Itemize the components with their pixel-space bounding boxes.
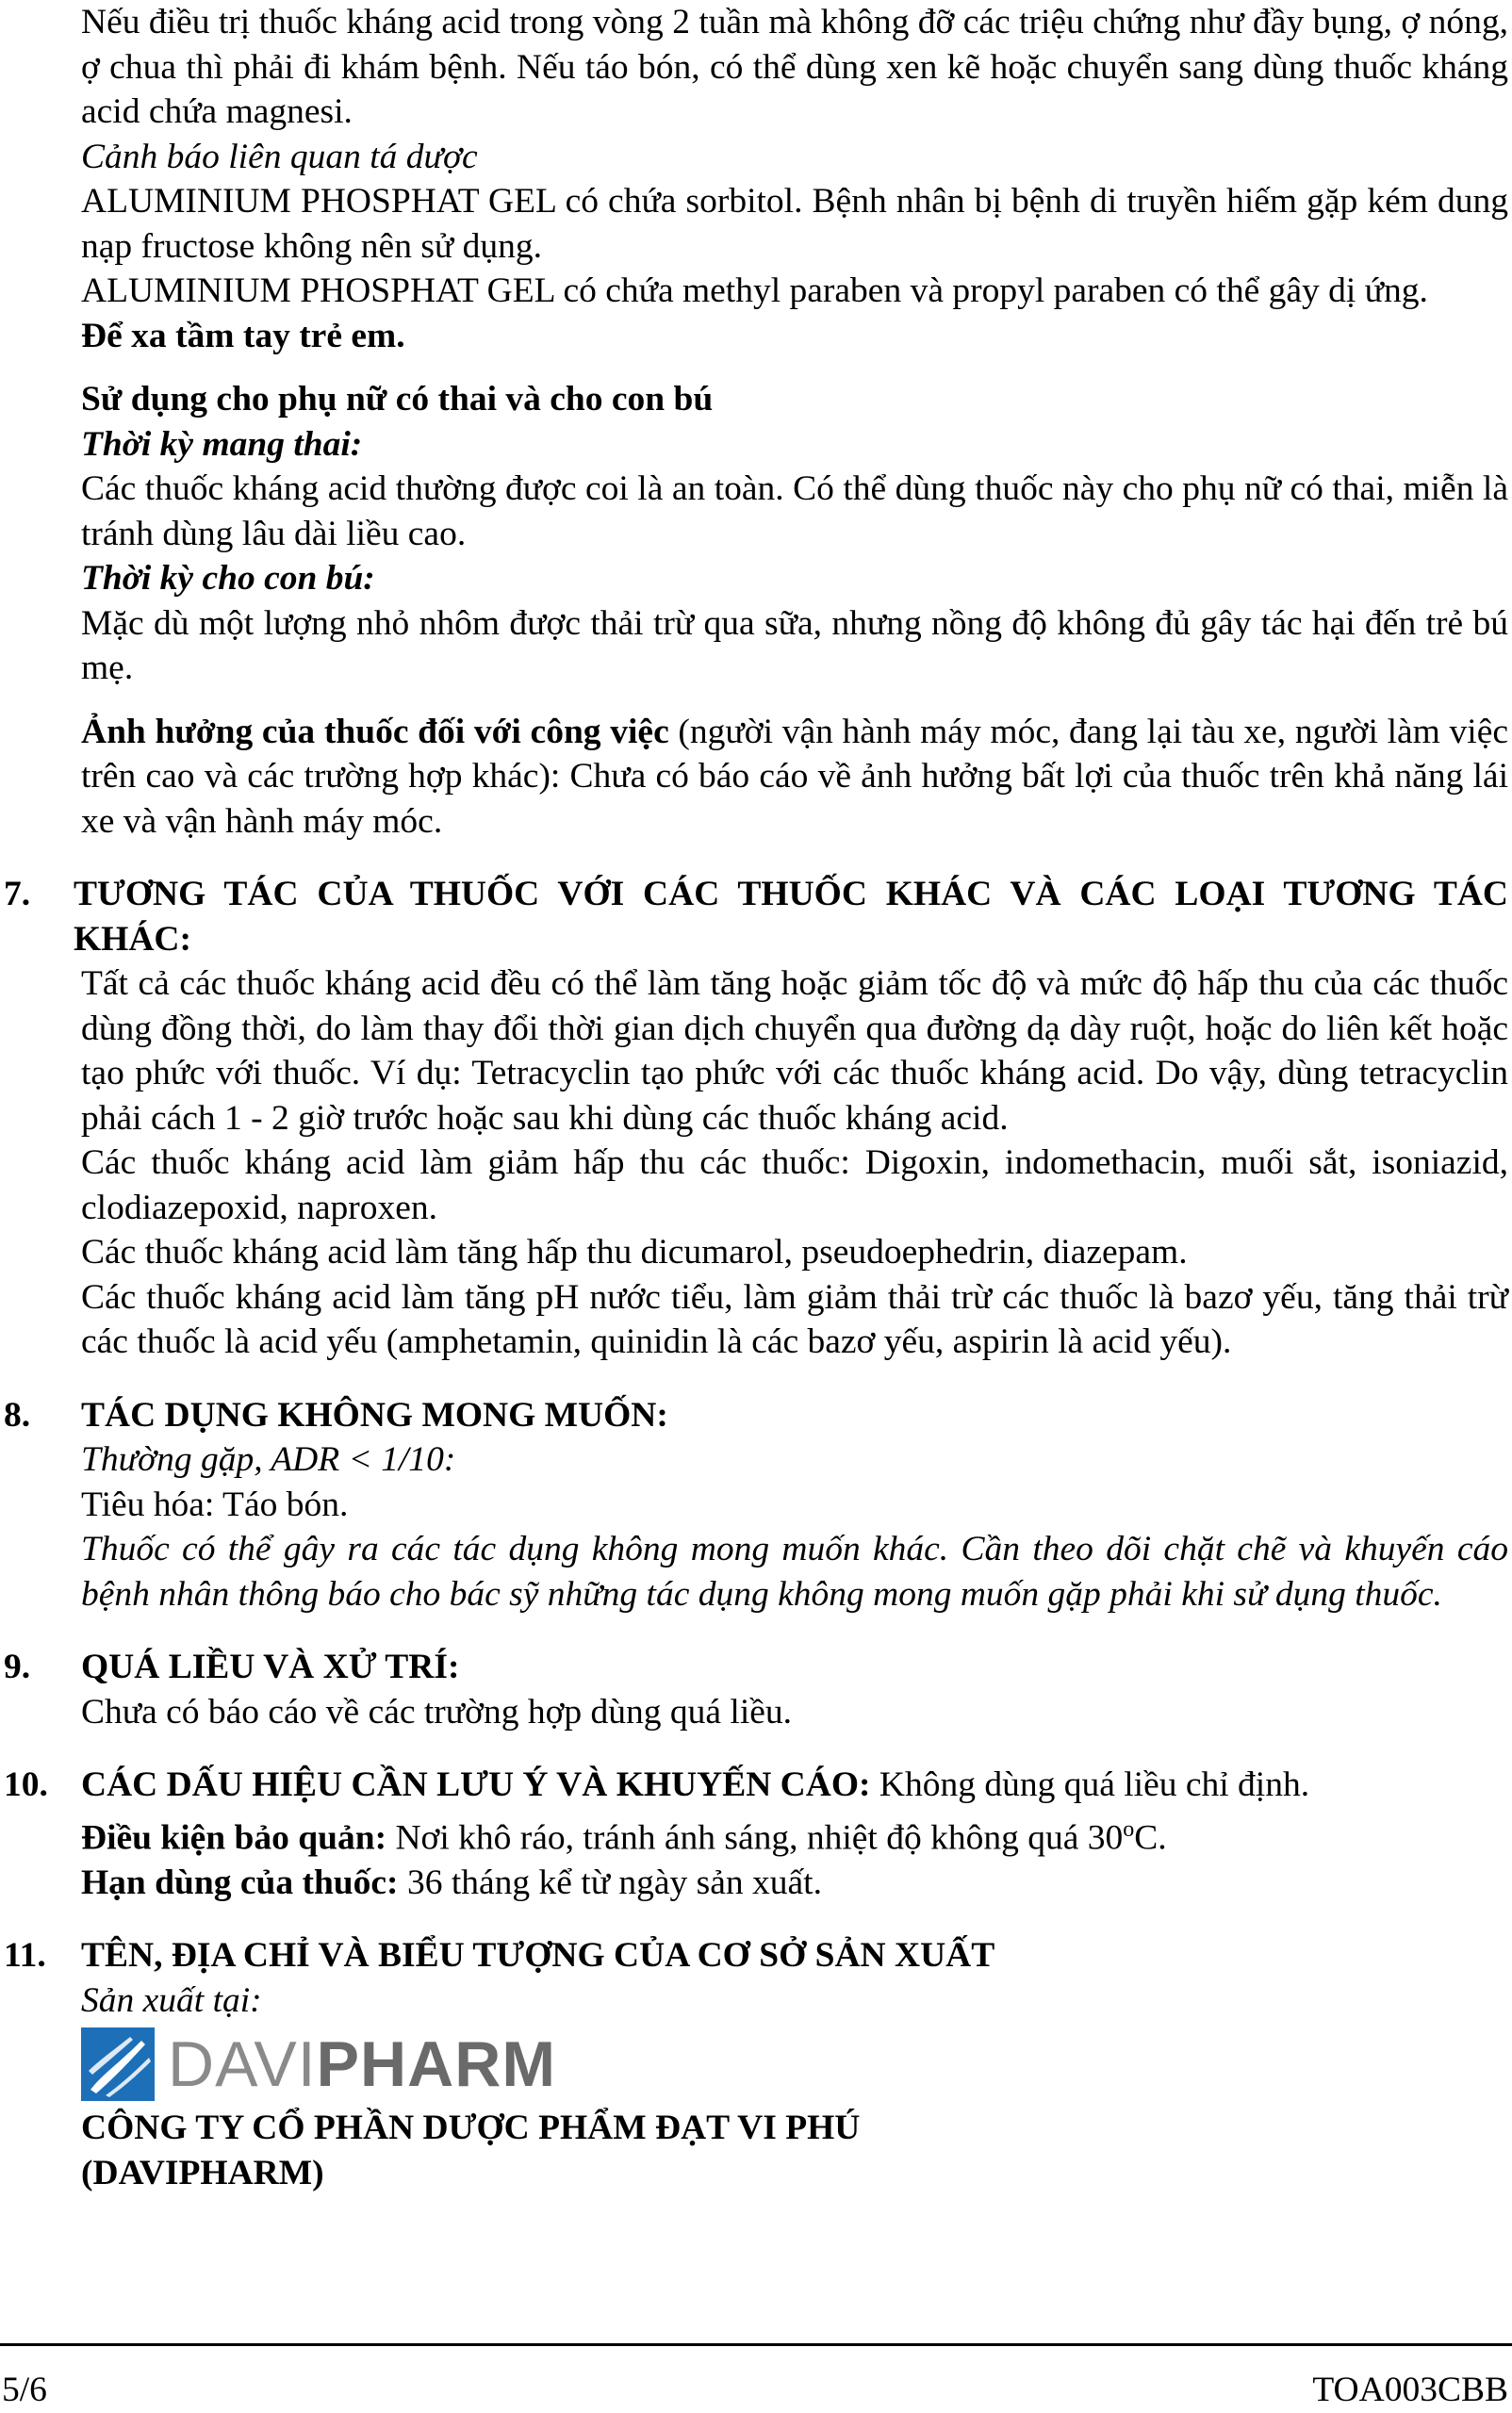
section-8-frequency: Thường gặp, ADR < 1/10:	[81, 1440, 456, 1479]
section-11-heading: TÊN, ĐỊA CHỈ VÀ BIỂU TƯỢNG CỦA CƠ SỞ SẢN XUẤT	[81, 1936, 995, 1975]
section-9-number: 9.	[4, 1648, 31, 1686]
section-8	[4, 1393, 1508, 1617]
shelf-life-line	[81, 1861, 1508, 1906]
section-7-p4: Các thuốc kháng acid làm tăng pH nước tiểu, làm giảm thải trừ các thuốc là bazơ yếu, tăng thải trừ các thuốc là acid yếu (amphetamin, quinidin là các bazơ yếu, aspirin là acid yếu).	[81, 1277, 1508, 1361]
section-7	[4, 872, 1508, 1365]
section-11	[4, 1933, 1508, 2195]
pregnancy-heading: Sử dụng cho phụ nữ có thai và cho con bú	[81, 380, 714, 419]
storage-unit: C.	[1134, 1818, 1167, 1857]
excipient-warning-title: Cảnh báo liên quan tá dược	[81, 137, 478, 176]
section-8-item: Tiêu hóa: Táo bón.	[81, 1485, 349, 1524]
section-11-number: 11.	[4, 1936, 46, 1975]
keep-away-notice: Để xa tầm tay trẻ em.	[81, 316, 405, 355]
driving-text: (người vận hành máy móc, đang lại tàu xe, người làm việc trên cao và các trường hợp khác): Chưa có báo cáo về ảnh hưởng bất lợi của thuốc trên khả năng lái xe và vận hành máy móc.	[81, 712, 1508, 841]
shelf-life-text: 36 tháng kể từ ngày sản xuất.	[398, 1863, 822, 1902]
section-7-heading: TƯƠNG TÁC CỦA THUỐC VỚI CÁC THUỐC KHÁC VÀ CÁC LOẠI TƯƠNG TÁC KHÁC:	[74, 875, 1508, 959]
section-7-number: 7.	[4, 875, 31, 913]
section-7-p1: Tất cả các thuốc kháng acid đều có thể làm tăng hoặc giảm tốc độ và mức độ hấp thu của các thuốc dùng đồng thời, do làm thay đổi thời gian dịch chuyển qua đường dạ dày ruột, hoặc do liên kết hoặc tạo phức với thuốc. Ví dụ: Tetracyclin tạo phức với các thuốc kháng acid. Do vậy, dùng tetracyclin phải cách 1 - 2 giờ trước hoặc sau khi dùng các thuốc kháng acid.	[81, 964, 1508, 1138]
storage-text: Nơi khô ráo, tránh ánh sáng, nhiệt độ không quá 30	[386, 1818, 1124, 1857]
driving-paragraph	[81, 710, 1508, 845]
logo-pharm-text: PHARM	[316, 2028, 556, 2100]
logo-davi-text: DAVI	[168, 2028, 317, 2100]
section-9-heading: QUÁ LIỀU VÀ XỬ TRÍ:	[81, 1648, 460, 1686]
section-10	[4, 1763, 1508, 1905]
section-7-p2: Các thuốc kháng acid làm giảm hấp thu các thuốc: Digoxin, indomethacin, muối sắt, isoniazid, clodiazepoxid, naproxen.	[81, 1143, 1508, 1227]
section-9-text: Chưa có báo cáo về các trường hợp dùng quá liều.	[81, 1692, 793, 1732]
section-10-number: 10.	[4, 1765, 48, 1804]
made-at-label: Sản xuất tại:	[81, 1980, 262, 2020]
section-8-heading: TÁC DỤNG KHÔNG MONG MUỐN:	[81, 1395, 668, 1435]
pregnancy-subtitle: Thời kỳ mang thai:	[81, 424, 363, 464]
paraben-paragraph: ALUMINIUM PHOSPHAT GEL có chứa methyl paraben và propyl paraben có thể gây dị ứng.	[81, 271, 1428, 310]
driving-title: Ảnh hưởng của thuốc đối với công việc	[81, 712, 669, 751]
section-8-note: Thuốc có thể gây ra các tác dụng không mong muốn khác. Cần theo dõi chặt chẽ và khuyến cáo bệnh nhân thông báo cho bác sỹ những tác dụng không mong muốn gặp phải khi sử dụng thuốc.	[81, 1530, 1508, 1614]
storage-line	[81, 1808, 1508, 1861]
page-number: 5/6	[2, 2371, 47, 2409]
davipharm-logo-icon	[81, 2027, 155, 2101]
storage-label: Điều kiện bảo quản:	[81, 1818, 387, 1857]
section-8-number: 8.	[4, 1395, 31, 1435]
lactation-text: Mặc dù một lượng nhỏ nhôm được thải trừ qua sữa, nhưng nồng độ không đủ gây tác hại đến trẻ bú mẹ.	[81, 603, 1508, 687]
section-9	[4, 1645, 1508, 1734]
intro-paragraph: Nếu điều trị thuốc kháng acid trong vòng 2 tuần mà không đỡ các triệu chứng như đầy bụng, ợ nóng, ợ chua thì phải đi khám bệnh. Nếu táo bón, có thể dùng xen kẽ hoặc chuyển sang dùng thuốc kháng acid chứa magnesi.	[81, 3, 1508, 131]
section-10-heading-text: Không dùng quá liều chỉ định.	[870, 1765, 1310, 1804]
footer-divider	[0, 2343, 1512, 2346]
section-7-p3: Các thuốc kháng acid làm tăng hấp thu dicumarol, pseudoephedrin, diazepam.	[81, 1233, 1188, 1272]
section-10-heading-line	[81, 1763, 1508, 1808]
company-name: CÔNG TY CỔ PHẦN DƯỢC PHẨM ĐẠT VI PHÚ	[81, 2109, 861, 2147]
davipharm-logo	[81, 2027, 1508, 2102]
document-code: TOA003CBB	[1312, 2371, 1508, 2409]
shelf-life-label: Hạn dùng của thuốc:	[81, 1863, 399, 1902]
sorbitol-paragraph: ALUMINIUM PHOSPHAT GEL có chứa sorbitol. Bệnh nhân bị bệnh di truyền hiếm gặp kém dung nạp fructose không nên sử dụng.	[81, 182, 1508, 266]
lactation-subtitle: Thời kỳ cho con bú:	[81, 559, 375, 598]
section-10-heading: CÁC DẤU HIỆU CẦN LƯU Ý VÀ KHUYẾN CÁO:	[81, 1765, 871, 1804]
storage-degree: o	[1123, 1816, 1135, 1842]
document-content	[4, 0, 1508, 2195]
pregnancy-text: Các thuốc kháng acid thường được coi là an toàn. Có thể dùng thuốc này cho phụ nữ có thai, miễn là tránh dùng lâu dài liều cao.	[81, 469, 1508, 553]
company-short-name: (DAVIPHARM)	[81, 2153, 324, 2192]
davipharm-logo-wordmark	[168, 2028, 556, 2100]
